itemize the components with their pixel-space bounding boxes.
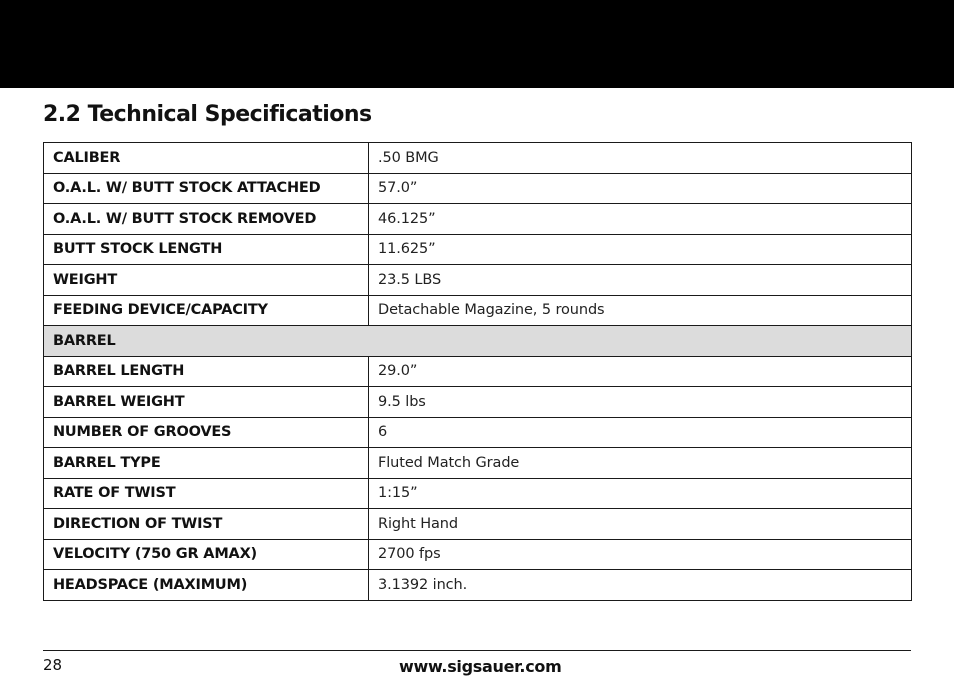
- section-heading: BARREL: [44, 326, 912, 357]
- spec-value: 9.5 lbs: [369, 387, 912, 418]
- spec-row-feeding-device: [44, 295, 912, 326]
- footer-website-link[interactable]: www.sigsauer.com: [399, 657, 562, 676]
- footer-divider: [43, 650, 911, 651]
- spec-label: FEEDING DEVICE/CAPACITY: [44, 295, 369, 326]
- spec-label: HEADSPACE (MAXIMUM): [44, 570, 369, 601]
- spec-label: BUTT STOCK LENGTH: [44, 234, 369, 265]
- spec-row-weight: [44, 265, 912, 296]
- spec-value: 6: [369, 417, 912, 448]
- spec-value: Fluted Match Grade: [369, 448, 912, 479]
- spec-value: 1:15”: [369, 478, 912, 509]
- spec-label: O.A.L. W/ BUTT STOCK ATTACHED: [44, 173, 369, 204]
- technical-specifications-table: [43, 142, 912, 601]
- spec-row-butt-stock-length: [44, 234, 912, 265]
- spec-row-caliber: [44, 143, 912, 174]
- spec-label: NUMBER OF GROOVES: [44, 417, 369, 448]
- spec-row-barrel-type: [44, 448, 912, 479]
- spec-row-barrel-weight: [44, 387, 912, 418]
- barrel-section-header: [44, 326, 912, 357]
- spec-value: Detachable Magazine, 5 rounds: [369, 295, 912, 326]
- spec-row-velocity: [44, 539, 912, 570]
- spec-value: 3.1392 inch.: [369, 570, 912, 601]
- spec-row-rate-of-twist: [44, 478, 912, 509]
- spec-label: BARREL WEIGHT: [44, 387, 369, 418]
- spec-value: 23.5 LBS: [369, 265, 912, 296]
- spec-label: VELOCITY (750 GR AMAX): [44, 539, 369, 570]
- spec-label: WEIGHT: [44, 265, 369, 296]
- spec-label: BARREL TYPE: [44, 448, 369, 479]
- spec-row-oal-removed: [44, 204, 912, 235]
- spec-value: 2700 fps: [369, 539, 912, 570]
- spec-value: 11.625”: [369, 234, 912, 265]
- spec-row-oal-attached: [44, 173, 912, 204]
- spec-value: .50 BMG: [369, 143, 912, 174]
- page-number: 28: [43, 656, 63, 674]
- section-title: 2.2 Technical Specifications: [43, 102, 372, 127]
- spec-label: O.A.L. W/ BUTT STOCK REMOVED: [44, 204, 369, 235]
- spec-value: Right Hand: [369, 509, 912, 540]
- spec-row-barrel-length: [44, 356, 912, 387]
- spec-label: BARREL LENGTH: [44, 356, 369, 387]
- spec-label: RATE OF TWIST: [44, 478, 369, 509]
- spec-value: 46.125”: [369, 204, 912, 235]
- spec-row-headspace: [44, 570, 912, 601]
- spec-label: CALIBER: [44, 143, 369, 174]
- spec-value: 57.0”: [369, 173, 912, 204]
- spec-label: DIRECTION OF TWIST: [44, 509, 369, 540]
- top-black-bar: [0, 0, 954, 88]
- spec-row-direction-of-twist: [44, 509, 912, 540]
- spec-value: 29.0”: [369, 356, 912, 387]
- spec-row-number-of-grooves: [44, 417, 912, 448]
